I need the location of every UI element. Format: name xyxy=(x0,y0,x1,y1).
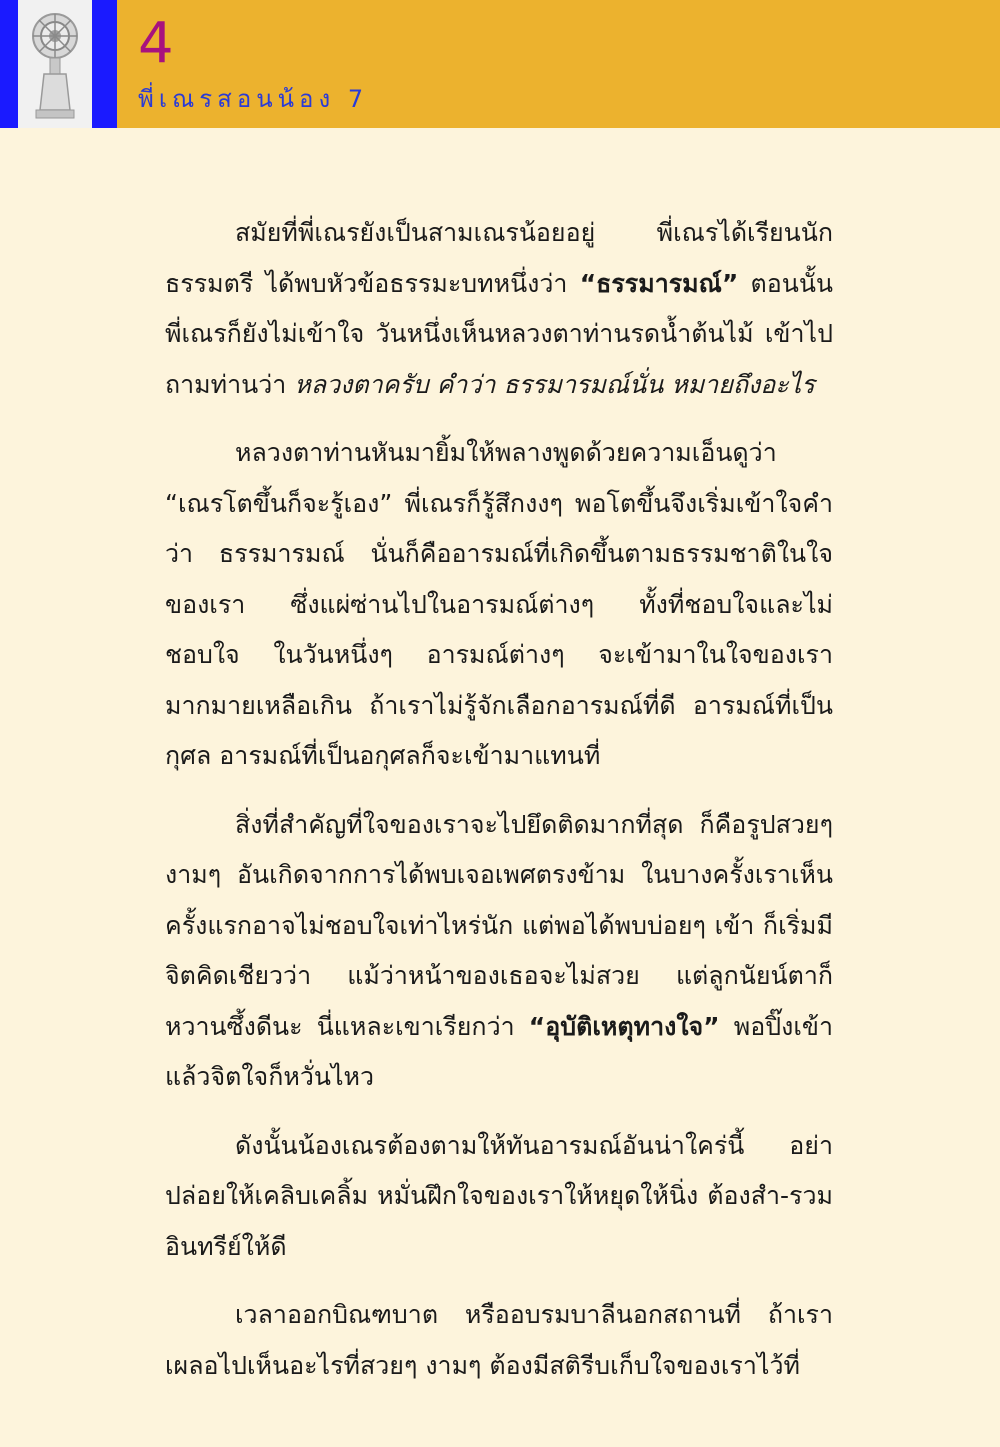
paragraph-1 xyxy=(165,208,833,410)
page-number: 4 xyxy=(138,11,174,76)
paragraph-3-text-b: พอปิ๊งเข้าแล้วจิตใจก็หวั่นไหว xyxy=(165,1011,833,1091)
blue-stripe-left xyxy=(0,0,18,128)
paragraph-1-text-b: ตอนนั้นพี่เณรก็ยังไม่เข้าใจ วันหนึ่งเห็นหลวงตาท่านรดน้ำต้นไม้ เข้าไปถามท่านว่า xyxy=(165,268,834,399)
term-dhammarom: “ธรรมารมณ์” xyxy=(579,268,739,298)
paragraph-1-text-a: สมัยที่พี่เณรยังเป็นสามเณรน้อยอยู่ พี่เณรได้เรียนนักธรรมตรี ได้พบหัวข้อธรรมะบทหนึ่งว่า xyxy=(165,218,833,298)
paragraph-3 xyxy=(165,800,833,1103)
term-mental-accident: “อุบัติเหตุทางใจ” xyxy=(528,1011,720,1041)
chapter-title: พี่เณรสอนน้อง 7 xyxy=(138,85,369,113)
paragraph-5: เวลาออกบิณฑบาต หรืออบรมบาลีนอกสถานที่ ถ้าเราเผลอไปเห็นอะไรที่สวยๆ งามๆ ต้องมีสติรีบเก็บใจของเราไว้ที่ xyxy=(165,1300,833,1380)
paragraph-2: หลวงตาท่านหันมายิ้มให้พลางพูดด้วยความเอ็นดูว่า “เณรโตขึ้นก็จะรู้เอง” พี่เณรก็รู้สึกงงๆ พอโตขึ้นจึงเริ่มเข้าใจคำว่า ธรรมารมณ์ นั่นก็คืออารมณ์ที่เกิดขึ้นตามธรรมชาติในใจของเรา ซึ่งแผ่ซ่านไปในอารมณ์ต่างๆ ทั้งที่ชอบใจและไม่ชอบใจ ในวันหนึ่งๆ อารมณ์ต่างๆ จะเข้ามาในใจของเรามากมายเหลือเกิน ถ้าเราไม่รู้จักเลือกอารมณ์ที่ดี อารมณ์ที่เป็นกุศล อารมณ์ที่เป็นอกุศลก็จะเข้ามาแทนที่ xyxy=(165,438,833,770)
page-body xyxy=(165,208,833,1409)
dharma-wheel-emblem-icon xyxy=(26,6,84,122)
paragraph-4: ดังนั้นน้องเณรต้องตามให้ทันอารมณ์อันน่าใคร่นี้ อย่าปล่อยให้เคลิบเคลิ้ม หมั่นฝึกใจของเราให้หยุดให้นิ่ง ต้องสำ-รวมอินทรีย์ให้ดี xyxy=(165,1130,833,1261)
blue-stripe-right xyxy=(92,0,117,128)
paragraph-3-text-a: สิ่งที่สำคัญที่ใจของเราจะไปยึดติดมากที่สุด ก็คือรูปสวยๆ งามๆ อันเกิดจากการได้พบเจอเพศตรงข้าม ในบางครั้งเราเห็นครั้งแรกอาจไม่ชอบใจเท่าไหร่นัก แต่พอได้พบบ่อยๆ เข้า ก็เริ่มมีจิตคิดเชียวว่า แม้ว่าหน้าของเธอจะไม่สวย แต่ลูกนัยน์ตาก็หวานซึ้งดีนะ นี่แหละเขาเรียกว่า xyxy=(165,809,833,1041)
paragraph-1-question: หลวงตาครับ คำว่า ธรรมารมณ์นั่น หมายถึงอะไร xyxy=(294,369,815,399)
page-header xyxy=(0,0,1000,128)
